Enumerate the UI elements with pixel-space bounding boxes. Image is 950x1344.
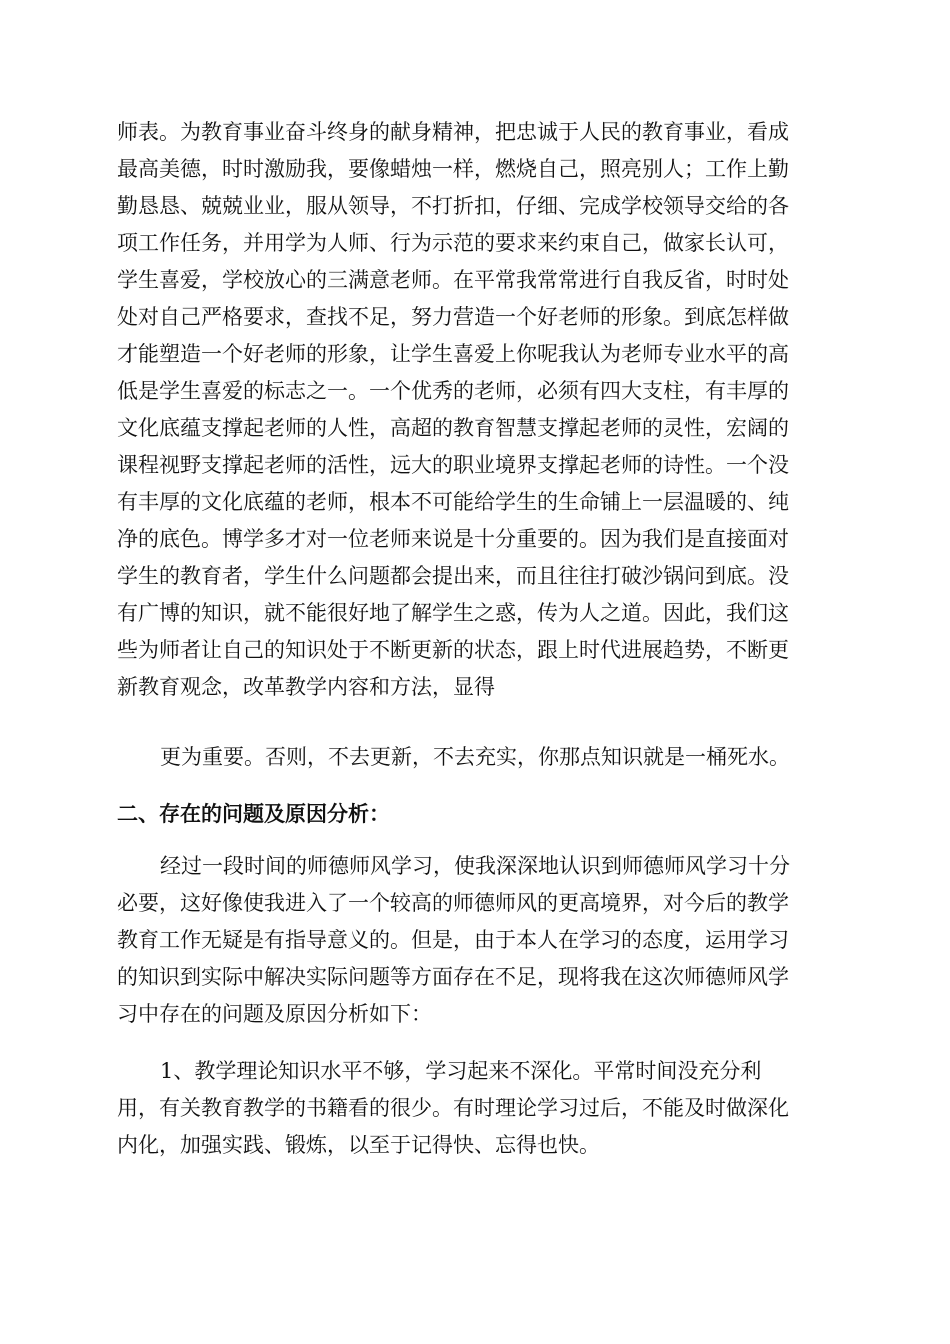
paragraph-1-line-4: 项工作任务，并用学为人师、行为示范的要求来约束自己，做家长认可， (117, 231, 789, 255)
section-heading: 二、存在的问题及原因分析： (117, 801, 390, 826)
paragraph-3-line-1: 经过一段时间的师德师风学习，使我深深地认识到师德师风学习十分 (160, 854, 790, 878)
paragraph-1-line-6: 处对自己严格要求，查找不足，努力营造一个好老师的形象。到底怎样做 (117, 305, 789, 329)
paragraph-3-line-3: 教育工作无疑是有指导意义的。但是，由于本人在学习的态度，运用学习 (117, 928, 789, 952)
paragraph-1-line-12: 净的底色。博学多才对一位老师来说是十分重要的。因为我们是直接面对 (117, 527, 789, 551)
paragraph-4-line-3: 内化，加强实践、锻炼，以至于记得快、忘得也快。 (117, 1133, 600, 1157)
paragraph-4-line-2: 用，有关教育教学的书籍看的很少。有时理论学习过后，不能及时做深化 (117, 1096, 789, 1120)
paragraph-1-line-9: 文化底蕴支撑起老师的人性，高超的教育智慧支撑起老师的灵性，宏阔的 (117, 416, 789, 440)
paragraph-1-line-16: 新教育观念，改革教学内容和方法，显得 (117, 675, 495, 699)
paragraph-2-line-1: 更为重要。否则，不去更新，不去充实，你那点知识就是一桶死水。 (160, 745, 790, 769)
paragraph-3-line-5: 习中存在的问题及原因分析如下： (117, 1002, 432, 1026)
paragraph-1-line-11: 有丰厚的文化底蕴的老师，根本不可能给学生的生命铺上一层温暖的、纯 (117, 490, 789, 514)
paragraph-1-line-15: 些为师者让自己的知识处于不断更新的状态，跟上时代进展趋势，不断更 (117, 638, 789, 662)
paragraph-1-line-1: 师表。为教育事业奋斗终身的献身精神，把忠诚于人民的教育事业，看成 (117, 120, 789, 144)
paragraph-1-line-10: 课程视野支撑起老师的活性，远大的职业境界支撑起老师的诗性。一个没 (117, 453, 789, 477)
paragraph-3-line-2: 必要，这好像使我进入了一个较高的师德师风的更高境界，对今后的教学 (117, 891, 789, 915)
paragraph-1-line-14: 有广博的知识，就不能很好地了解学生之惑，传为人之道。因此，我们这 (117, 601, 789, 625)
paragraph-1-line-3: 勤恳恳、兢兢业业，服从领导，不打折扣，仔细、完成学校领导交给的各 (117, 194, 789, 218)
paragraph-3-line-4: 的知识到实际中解决实际问题等方面存在不足，现将我在这次师德师风学 (117, 965, 789, 989)
paragraph-4-line-1: 1、教学理论知识水平不够，学习起来不深化。平常时间没充分利 (160, 1059, 762, 1083)
paragraph-1-line-8: 低是学生喜爱的标志之一。一个优秀的老师，必须有四大支柱，有丰厚的 (117, 379, 789, 403)
paragraph-1-line-13: 学生的教育者，学生什么问题都会提出来，而且往往打破沙锅问到底。没 (117, 564, 789, 588)
paragraph-1-line-7: 才能塑造一个好老师的形象，让学生喜爱上你呢我认为老师专业水平的高 (117, 342, 789, 366)
paragraph-1-line-5: 学生喜爱，学校放心的三满意老师。在平常我常常进行自我反省，时时处 (117, 268, 789, 292)
paragraph-1-line-2: 最高美德，时时激励我，要像蜡烛一样，燃烧自己，照亮别人；工作上勤 (117, 157, 789, 181)
